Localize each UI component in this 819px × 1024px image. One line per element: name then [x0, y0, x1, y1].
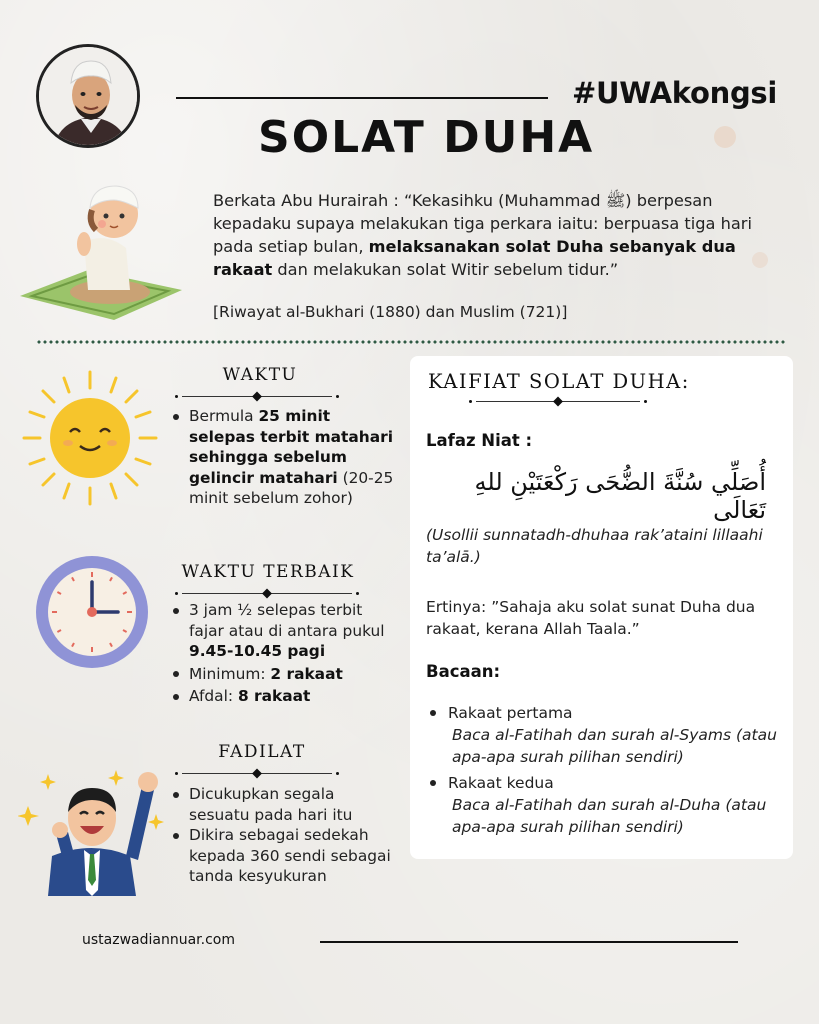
rakaat-desc: Baca al-Fatihah dan surah al-Syams (atau apa-apa surah pilihan sendiri) [452, 726, 777, 766]
rakaat-item-1 [430, 702, 790, 768]
list-item: Bermula 25 minit selepas terbit matahari sehingga sebelum gelincir matahari (20-25 minit sebelum zohor) [172, 406, 397, 509]
footer-rule [320, 941, 738, 943]
hadith-part-2: dan melakukan solat Witir sebelum tidur.” [272, 260, 619, 279]
rakaat-desc: Baca al-Fatihah dan surah al-Duha (atau apa-apa surah pilihan sendiri) [452, 796, 767, 836]
dotted-divider [36, 340, 786, 344]
ustaz-avatar-icon [36, 44, 140, 148]
celebrating-man-icon [18, 760, 164, 896]
kaifiat-card [410, 356, 793, 859]
rakaat-name: Rakaat kedua [448, 774, 554, 792]
list-item: Dicukupkan segala sesuatu pada hari itu [172, 784, 392, 825]
praying-boy-icon [18, 178, 184, 324]
list-item: 3 jam ½ selepas terbit fajar atau di antara pukul 9.45-10.45 pagi [172, 600, 397, 662]
fadilat-list [172, 784, 392, 887]
rakaat-item-2 [430, 772, 790, 838]
fadilat-heading: FADILAT [218, 742, 306, 762]
hashtag: #UWAkongsi [572, 76, 778, 110]
niat-arabic: أُصَلِّي سُنَّةَ الضُّحَى رَكْعَتَيْنِ للهِ تَعَالَى [474, 468, 766, 524]
fadilat-ornament [182, 768, 332, 780]
page-title: SOLAT DUHA [258, 112, 595, 163]
hadith-source: [Riwayat al-Bukhari (1880) dan Muslim (721)] [213, 303, 568, 321]
waktu-terbaik-list [172, 600, 397, 707]
bullet [430, 710, 436, 716]
header-rule [176, 97, 548, 99]
list-item: Dikira sebagai sedekah kepada 360 sendi sebagai tanda kesyukuran [172, 825, 392, 887]
website-link[interactable]: ustazwadiannuar.com [82, 932, 235, 948]
sun-icon [20, 368, 160, 508]
list-item: Afdal: 8 rakaat [172, 686, 397, 707]
rakaat-name: Rakaat pertama [448, 704, 573, 722]
waktu-heading: WAKTU [222, 365, 298, 385]
waktu-ornament [182, 391, 332, 403]
waktu-terbaik-ornament [182, 588, 352, 600]
hadith-bold: melaksanakan solat Duha sebanyak dua rakaat [213, 237, 736, 279]
waktu-terbaik-heading: WAKTU TERBAIK [181, 562, 355, 582]
kaifiat-ornament [476, 396, 640, 408]
niat-transliteration: (Usollii sunnatadh-dhuhaa rak’ataini lillaahi ta’alā.) [426, 526, 763, 566]
decor-dot [714, 126, 736, 148]
list-item: Minimum: 2 rakaat [172, 664, 397, 685]
kaifiat-title: KAIFIAT SOLAT DUHA: [428, 370, 690, 393]
niat-meaning: Ertinya: ”Sahaja aku solat sunat Duha dua rakaat, kerana Allah Taala.” [426, 598, 756, 638]
bullet [430, 780, 436, 786]
niat-label: Lafaz Niat : [426, 431, 533, 450]
clock-icon [34, 554, 150, 670]
waktu-list [172, 406, 397, 509]
bacaan-label: Bacaan: [426, 662, 501, 681]
hadith-part-1: Berkata Abu Hurairah : “Kekasihku (Muhammad ﷺ) berpesan kepadaku supaya melakukan tiga perkara iaitu: berpuasa tiga hari pada setiap bulan, [213, 191, 752, 256]
hadith-text [213, 189, 773, 281]
